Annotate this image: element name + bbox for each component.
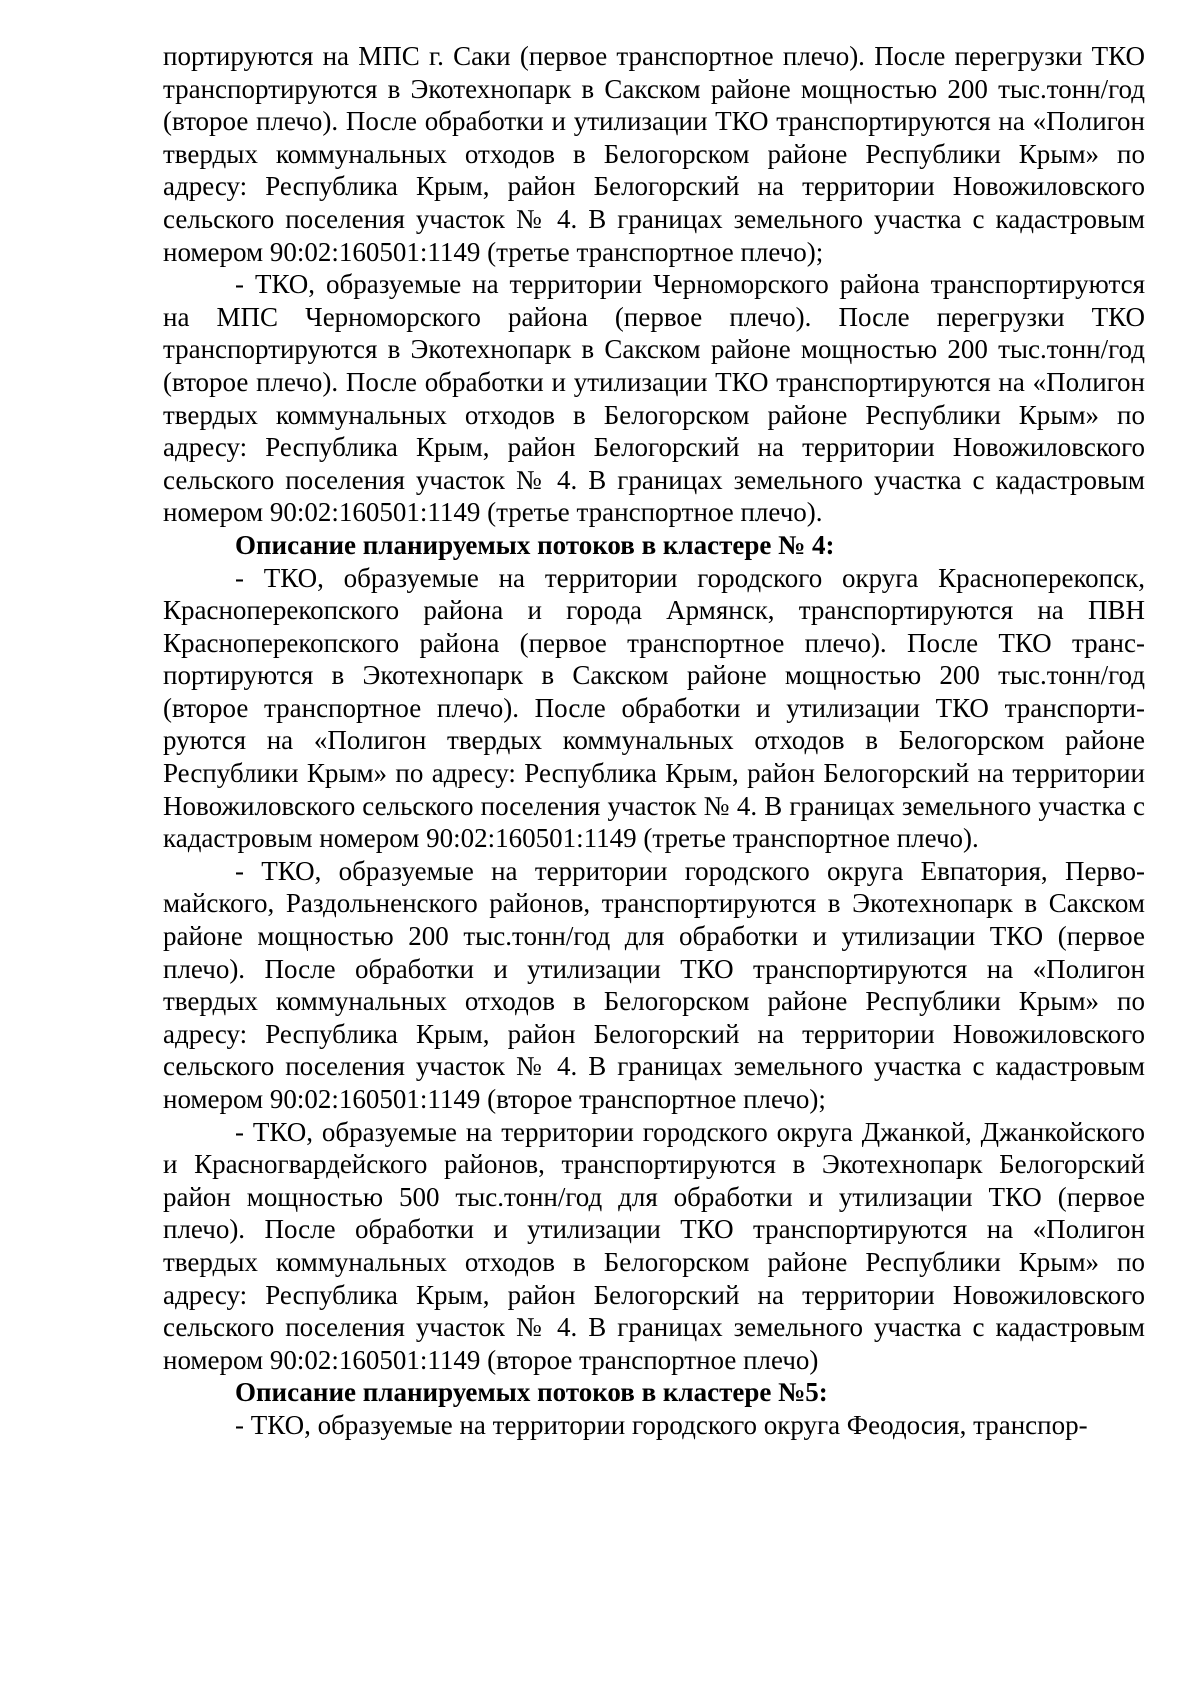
heading-cluster-4: Описание планируемых потоков в кластере № 4:	[235, 529, 835, 560]
paragraph-krasnoperekopsk: - ТКО, образуемые на территории городского округа Красноперекопск, Красноперекопского района и города Армянск, транспортируются на ПВН Красноперекопского района (первое транспортное плечо). После ТКО транспортируются в Экотехнопарк в Сакском районе мощностью 200 тыс.тонн/год (второе транспортное плечо). После обработки и утилизации ТКО транспортируются на «Полигон твердых коммунальных отходов в Белогорском районе Республики Крым» по адресу: Республика Крым, район Белогорский на территории Новожиловского сельского поселения участок № 4. В границах земельного участка с кадастровым номером 90:02:160501:1149 (третье транспортное плечо).	[163, 562, 1145, 854]
paragraph-chernomorsky-district: - ТКО, образуемые на территории Черноморского района транспортируются на МПС Черноморского района (первое плечо). После перегрузки ТКО транспортируются в Экотехнопарк в Сакском районе мощностью 200 тыс.тонн/год (второе плечо). После обработки и утилизации ТКО транспортируются на «Полигон твердых коммунальных отходов в Белогорском районе Республики Крым» по адресу: Республика Крым, район Белогорский на территории Новожиловского сельского поселения участок № 4. В границах земельного участка с кадастровым номером 90:02:160501:1149 (третье транспортное плечо).	[163, 269, 1145, 528]
paragraph-feodosia: - ТКО, образуемые на территории городского округа Феодосия, транспор-	[235, 1409, 1088, 1440]
document-page	[163, 40, 1145, 1442]
paragraph-saki-continuation: портируются на МПС г. Саки (первое транспортное плечо). После перегрузки ТКО транспортируются в Экотехнопарк в Сакском районе мощностью 200 тыс.тонн/год (второе плечо). После обработки и утилизации ТКО транспортируются на «Полигон твердых коммунальных отходов в Белогорском районе Республики Крым» по адресу: Республика Крым, район Белогорский на территории Новожиловского сельского поселения участок № 4. В границах земельного участка с кадастровым номером 90:02:160501:1149 (третье транспортное плечо);	[163, 41, 1145, 267]
paragraph-dzhankoy: - ТКО, образуемые на территории городского округа Джанкой, Джанкойского и Красногвардейского районов, транспортируются в Экотехнопарк Белогорский район мощностью 500 тыс.тонн/год для обработки и утилизации ТКО (первое плечо). После обработки и утилизации ТКО транспортируются на «Полигон твердых коммунальных отходов в Белогорском районе Республики Крым» по адресу: Республика Крым, район Белогорский на территории Новожиловского сельского поселения участок № 4. В границах земельного участка с кадастровым номером 90:02:160501:1149 (второе транспортное плечо)	[163, 1116, 1145, 1375]
heading-cluster-5: Описание планируемых потоков в кластере №5:	[235, 1377, 828, 1408]
paragraph-evpatoria: - ТКО, образуемые на территории городского округа Евпатория, Первомайского, Раздольненского районов, транспортируются в Экотехнопарк в Сакском районе мощностью 200 тыс.тонн/год для обработки и утилизации ТКО (первое плечо). После обработки и утилизации ТКО транспортируются на «Полигон твердых коммунальных отходов в Белогорском районе Республики Крым» по адресу: Республика Крым, район Белогорский на территории Новожиловского сельского поселения участок № 4. В границах земельного участка с кадастровым номером 90:02:160501:1149 (второе транспортное плечо);	[163, 855, 1145, 1114]
